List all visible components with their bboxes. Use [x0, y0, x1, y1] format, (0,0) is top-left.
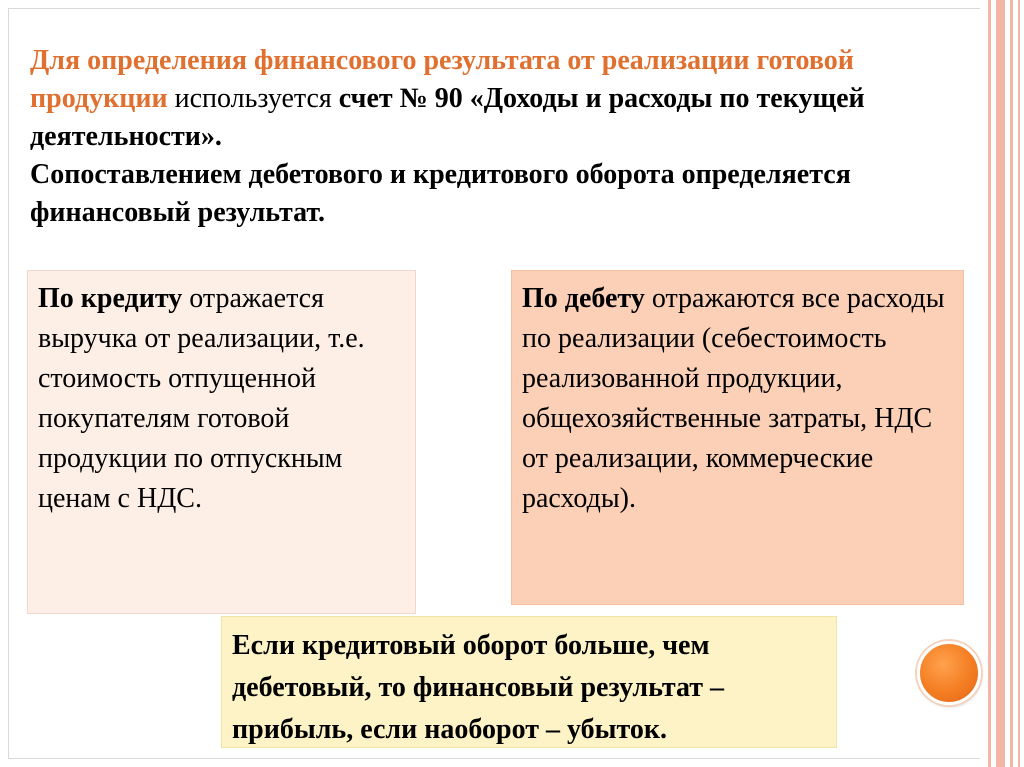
debit-box — [511, 270, 964, 605]
result-box — [221, 616, 837, 748]
stripe — [1018, 0, 1020, 767]
credit-box-heading: По кредиту — [38, 283, 183, 314]
result-box-text: Если кредитовый оборот больше, чем дебетовый, то финансовый результат – прибыль, если наоборот – убыток. — [232, 630, 724, 745]
debit-box-heading: По дебету — [522, 283, 645, 314]
decorative-stripes — [980, 0, 1024, 767]
stripe — [1010, 0, 1013, 767]
credit-box — [27, 270, 416, 614]
orange-circle-icon — [917, 641, 981, 705]
intro-account-text: счет № 90 «Доходы и расходы по текущей деятельности». — [30, 83, 865, 152]
intro-normal-text: используется — [167, 83, 339, 114]
credit-box-text: отражается выручка от реализации, т.е. стоимость отпущенной покупателям готовой продукции по отпускным ценам с НДС. — [38, 283, 365, 514]
debit-box-text: отражаются все расходы по реализации (себестоимость реализованной продукции, общехозяйственные затраты, НДС от реализации, коммерческие расходы). — [522, 283, 945, 514]
stripe — [988, 0, 991, 767]
intro-paragraph — [30, 42, 950, 232]
intro-second-sentence: Сопоставлением дебетового и кредитового оборота определяется финансовый результат. — [30, 159, 851, 228]
stripe — [996, 0, 1005, 767]
intro-highlight: Для определения финансового результата от реализации готовой продукции — [30, 45, 854, 114]
